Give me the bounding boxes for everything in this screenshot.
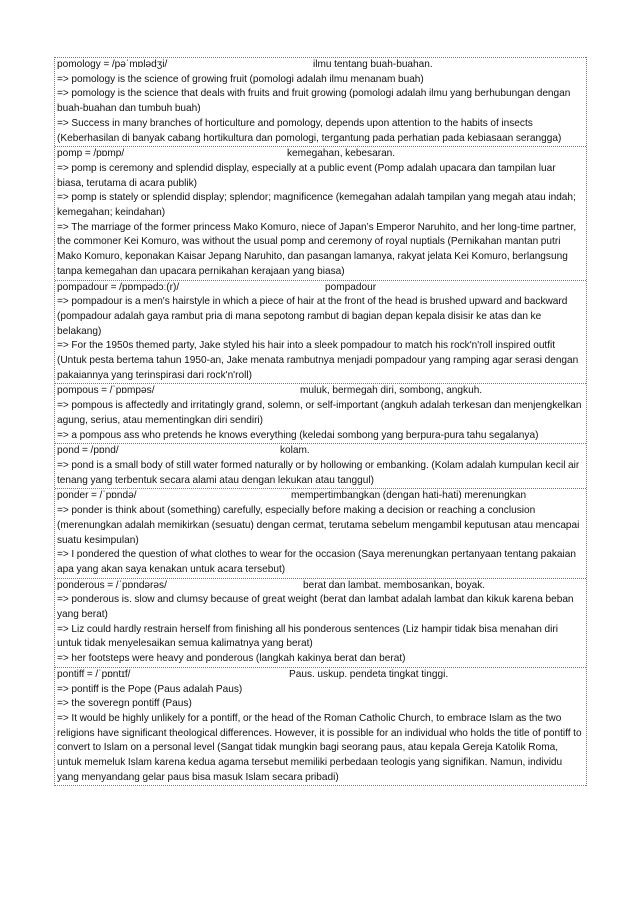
entry-heading	[55, 579, 586, 594]
entry-term: pompous = /ˈpɒmpəs/	[57, 385, 155, 397]
entry-term: pontiff = /ˈpɒntɪf/	[57, 668, 131, 680]
entry-line: => pontiff is the Pope (Paus adalah Paus)	[57, 683, 243, 695]
entry-term: pompadour = /pɒmpədɔː(r)/	[57, 281, 180, 293]
dictionary-entry-pompadour	[55, 280, 586, 384]
entry-heading	[55, 384, 586, 399]
entry-meaning: Paus. uskup. pendeta tingkat tinggi.	[289, 668, 449, 680]
dictionary-entry-ponder	[55, 488, 586, 577]
entry-heading	[55, 281, 586, 296]
dictionary-entry-pomology	[55, 57, 586, 146]
entry-term: pond = /pɒnd/	[57, 445, 119, 457]
entry-line: => pomology is the science that deals with fruits and fruit growing (pomologi adalah ilmu yang berhubungan dengan buah-buahan dan tumbuh buah)	[57, 88, 571, 115]
entry-line: => For the 1950s themed party, Jake styled his hair into a sleek pompadour to match his rock'n'roll inspired outfit (Untuk pesta bertema tahun 1950-an, Jake menata rambutnya menjadi pompadour yang ramping agar serasi dengan pakaiannya yang terinspirasi dari rock'n'roll)	[57, 340, 579, 381]
entry-line: => Liz could hardly restrain herself from finishing all his ponderous sentences (Liz hampir tidak bisa menahan diri untuk tidak menyelesaikan semua kalimatnya yang berat)	[57, 623, 558, 650]
entry-line: => a pompous ass who pretends he knows everything (keledai sombong yang berpura-pura tahu segalanya)	[57, 429, 539, 441]
entry-heading	[55, 489, 586, 504]
entry-line: => ponder is think about (something) carefully, especially before making a decision or reaching a conclusion (merenungkan adalah memikirkan (sesuatu) dengan cermat, terutama sebelum mengambil keputusan atau mencapai suatu kesimpulan)	[57, 505, 580, 546]
entry-heading	[55, 444, 586, 459]
entry-heading	[55, 58, 586, 73]
entry-line: => It would be highly unlikely for a pontiff, or the head of the Roman Catholic Church, to embrace Islam as the two religions have significant theological differences. However, it is possible for an individual who holds the title of pontiff to convert to Islam on a personal level (Sangat tidak mungkin bagi seorang paus, atau kepala Gereja Katolik Roma, untuk memeluk Islam karena kedua agama tersebut memiliki perbedaan teologis yang signifikan. Namun, individu yang menyandang gelar paus bisa masuk Islam secara pribadi)	[57, 712, 582, 783]
entry-meaning: mempertimbangkan (dengan hati-hati) merenungkan	[291, 490, 527, 502]
entry-meaning: ilmu tentang buah-buahan.	[313, 59, 433, 70]
entry-meaning: kolam.	[280, 445, 310, 457]
entry-heading	[55, 147, 586, 162]
entry-meaning: pompadour	[325, 281, 377, 293]
dictionary-entry-pompous	[55, 383, 586, 443]
entry-line: => I pondered the question of what clothes to wear for the occasion (Saya merenungkan pertanyaan tentang pakaian apa yang akan saya kenakan untuk acara tersebut)	[57, 549, 577, 575]
entry-line: => pompadour is a men's hairstyle in which a piece of hair at the front of the head is brushed upward and backward (pompadour adalah gaya rambut pria di mana sepotong rambut di bagian depan kepala disisir ke atas dan ke belakang)	[57, 296, 568, 337]
entry-line: => pomp is ceremony and splendid display, especially at a public event (Pomp adalah upacara dan tampilan luar biasa, terutama di acara publik)	[57, 162, 556, 189]
dictionary-entry-ponderous	[55, 578, 586, 667]
entry-term: ponder = /ˈpɒndə/	[57, 490, 137, 502]
entry-line: => pond is a small body of still water formed naturally or by hollowing or embanking. (Kolam adalah kumpulan kecil air tenang yang terbentuk secara alami atau dengan lekukan atau tanggul)	[57, 459, 580, 486]
entry-line: => pomology is the science of growing fruit (pomologi adalah ilmu menanam buah)	[57, 73, 424, 85]
entry-line: => her footsteps were heavy and ponderous (langkah kakinya berat dan berat)	[57, 653, 406, 665]
dictionary-entry-pond	[55, 443, 586, 488]
entry-meaning: berat dan lambat. membosankan, boyak.	[303, 579, 486, 591]
entry-line: => pompous is affectedly and irritatingly grand, solemn, or self-important (angkuh adalah terkesan dan menjengkelkan agung, serius, atau mementingkan diri sendiri)	[57, 400, 582, 426]
entry-term: pomp = /pɒmp/	[57, 148, 125, 160]
entry-line: => Success in many branches of horticulture and pomology, depends upon attention to the habits of insects (Keberhasilan di banyak cabang hortikultura dan pomologi, tergantung pada perhatian pada kebiasaan serangga)	[57, 117, 562, 144]
dictionary-entry-pontiff	[55, 667, 586, 787]
entry-term: ponderous = /ˈpɒndərəs/	[57, 579, 167, 591]
dictionary-page	[54, 57, 587, 786]
entry-line: => The marriage of the former princess Mako Komuro, niece of Japan’s Emperor Naruhito, and her long-time partner, the commoner Kei Komuro, was without the usual pomp and ceremony of royal nuptials (Pernikahan mantan putri Mako Komuro, keponakan Kaisar Jepang Naruhito, dan pasangan lamanya, rakyat jelata Kei Komuro, berlangsung tanpa kemegahan dan upacara pernikahan kerajaan yang biasa)	[57, 221, 577, 277]
entry-term: pomology = /pəˈmɒlədʒi/	[57, 59, 168, 70]
entry-meaning: muluk, bermegah diri, sombong, angkuh.	[300, 385, 483, 397]
entry-line: => the soveregn pontiff (Paus)	[57, 698, 192, 710]
entry-line: => pomp is stately or splendid display; splendor; magnificence (kemegahan adalah tampilan yang megah atau indah; kemegahan; keindahan)	[57, 192, 576, 219]
entry-heading	[55, 668, 586, 683]
entry-line: => ponderous is. slow and clumsy because of great weight (berat dan lambat adalah lambat dan kikuk karena beban yang berat)	[57, 594, 574, 621]
entry-meaning: kemegahan, kebesaran.	[287, 148, 396, 160]
dictionary-entry-pomp	[55, 146, 586, 279]
